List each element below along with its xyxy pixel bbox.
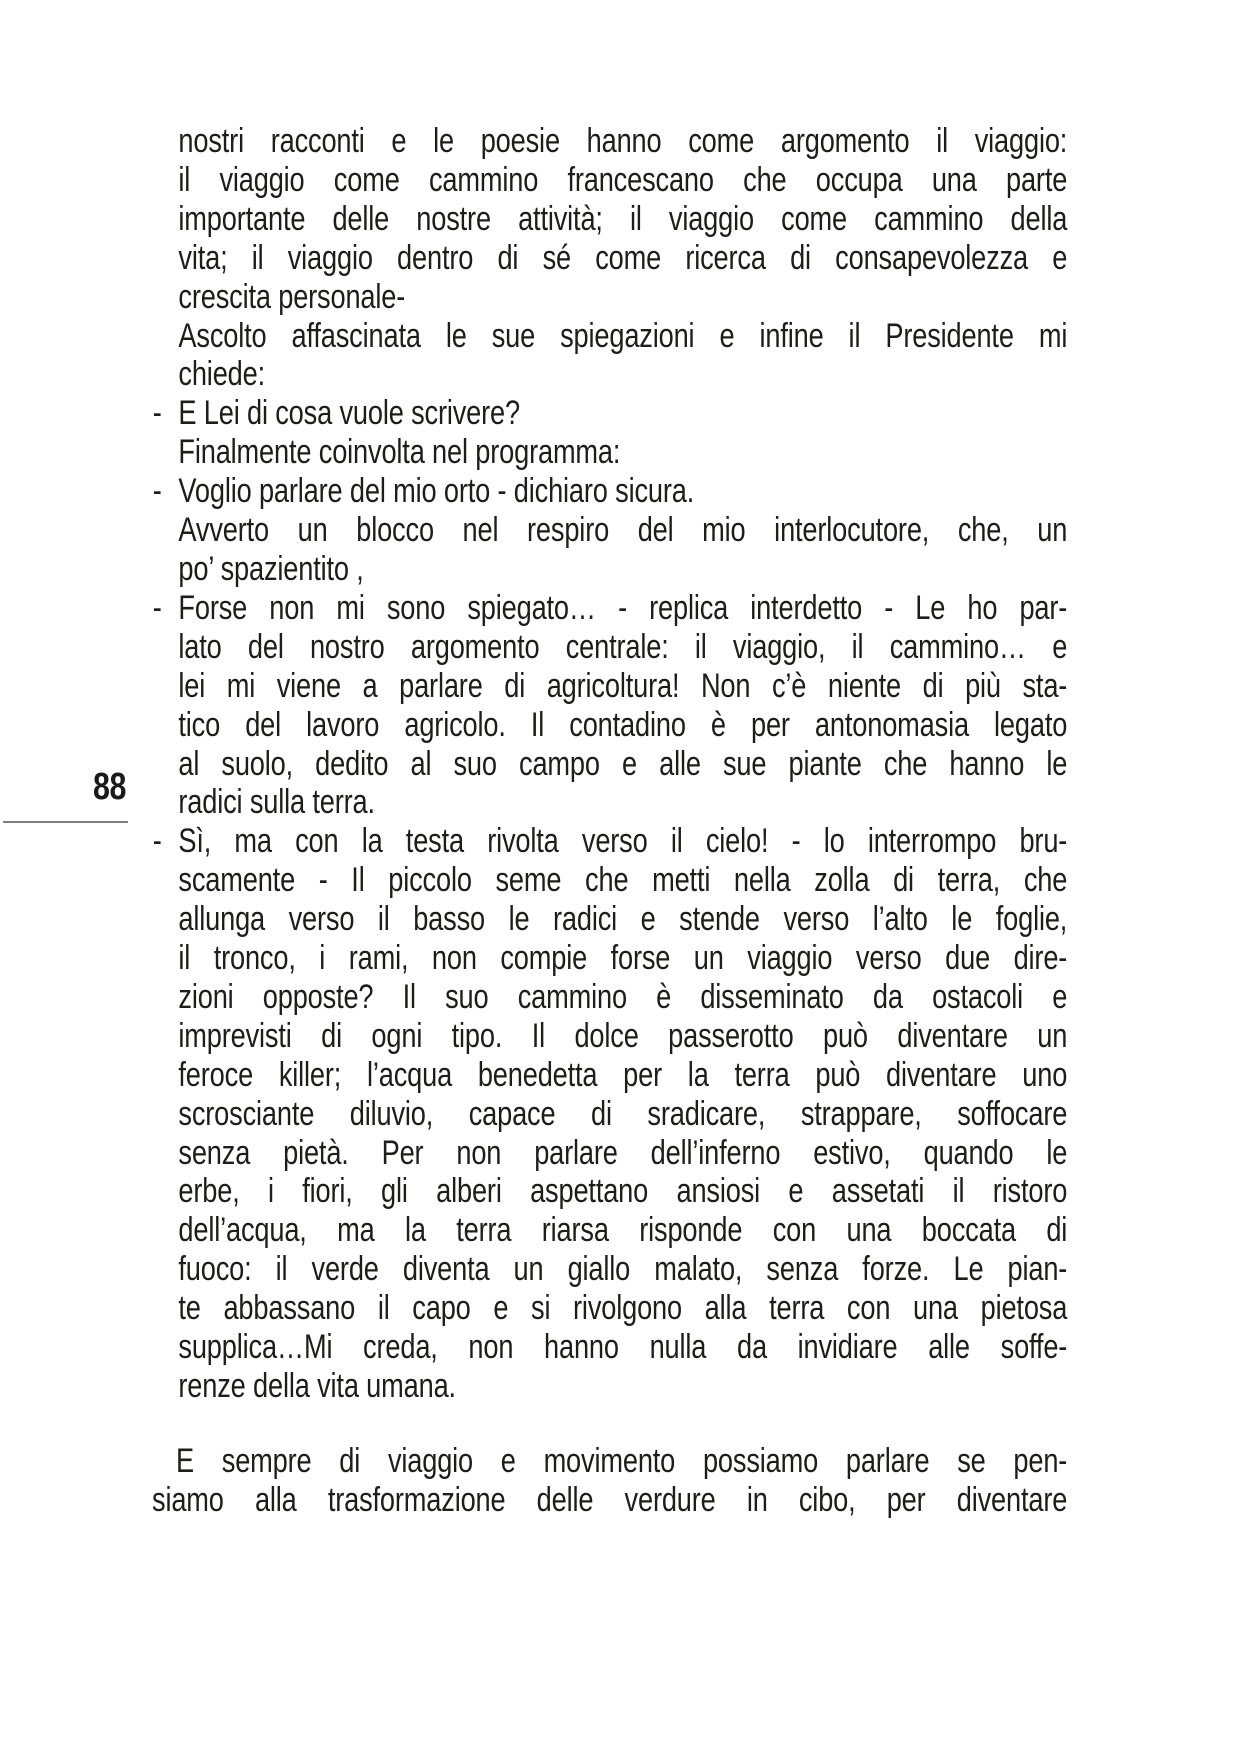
text-line: vita; il viaggio dentro di sé come ricerca di consapevolezza e	[178, 238, 1068, 277]
dialogue-block	[152, 394, 1067, 433]
text-line: fuoco: il verde diventa un giallo malato, senza forze. Le pian-	[178, 1250, 1068, 1289]
text-line: importante delle nostre attività; il viaggio come cammino della	[178, 199, 1068, 238]
dialogue-dash: -	[152, 822, 162, 861]
text-line: te abbassano il capo e si rivolgono alla terra con una pietosa	[178, 1289, 1068, 1328]
dialogue-block	[152, 472, 1067, 511]
text-line: - Sì, ma con la testa rivolta verso il cielo! - lo interrompo bru-	[152, 822, 1068, 861]
text-line: nostri racconti e le poesie hanno come argomento il viaggio:	[178, 122, 1068, 160]
text-line: crescita personale-	[178, 277, 406, 316]
page-number: 88	[93, 766, 127, 808]
text-block	[152, 122, 1067, 1520]
text-line: dell’acqua, ma la terra riarsa risponde con una boccata di	[178, 1211, 1068, 1250]
text-line: supplica…Mi creda, non hanno nulla da invidiare alle soffe-	[178, 1328, 1068, 1367]
paragraph-block	[152, 317, 1067, 395]
paragraph-block	[152, 511, 1067, 589]
text-line: siamo alla trasformazione delle verdure in cibo, per diventare	[152, 1480, 1068, 1519]
text-line: - Voglio parlare del mio orto - dichiaro sicura.	[152, 472, 695, 511]
text-line: imprevisti di ogni tipo. Il dolce passerotto può diventare un	[178, 1016, 1068, 1055]
text-line: erbe, i fiori, gli alberi aspettano ansiosi e assetati il ristoro	[178, 1172, 1068, 1211]
paragraph-block	[152, 433, 1067, 472]
text-line: scrosciante diluvio, capace di sradicare, strappare, soffocare	[178, 1094, 1068, 1133]
text-line: renze della vita umana.	[178, 1367, 456, 1405]
text-line: - Forse non mi sono spiegato… - replica interdetto - Le ho par-	[152, 588, 1068, 627]
text-line: feroce killer; l’acqua benedetta per la terra può diventare uno	[178, 1055, 1068, 1094]
paragraph-block	[152, 122, 1067, 317]
dialogue-block	[152, 589, 1067, 822]
page-number-rule	[3, 821, 128, 823]
dialogue-dash: -	[152, 472, 162, 511]
text-line: Ascolto affascinata le sue spiegazioni e infine il Presidente mi	[178, 316, 1068, 355]
text-line: radici sulla terra.	[178, 783, 375, 822]
dialogue-block	[152, 822, 1067, 1406]
text-line: allunga verso il basso le radici e stende verso l’alto le foglie,	[178, 900, 1068, 939]
text-line: il tronco, i rami, non compie forse un viaggio verso due dire-	[178, 939, 1068, 978]
text-line: tico del lavoro agricolo. Il contadino è per antonomasia legato	[178, 705, 1068, 744]
text-line: senza pietà. Per non parlare dell’inferno estivo, quando le	[178, 1133, 1068, 1172]
paragraph-block	[152, 1442, 1067, 1520]
text-line: - E Lei di cosa vuole scrivere?	[152, 394, 520, 433]
text-line: scamente - Il piccolo seme che metti nella zolla di terra, che	[178, 861, 1068, 900]
text-line: E sempre di viaggio e movimento possiamo parlare se pen-	[176, 1441, 1068, 1480]
text-line: al suolo, dedito al suo campo e alle sue piante che hanno le	[178, 744, 1068, 783]
text-line: zioni opposte? Il suo cammino è disseminato da ostacoli e	[178, 977, 1068, 1016]
text-line: lato del nostro argomento centrale: il viaggio, il cammino… e	[178, 627, 1068, 666]
text-line: po’ spazientito ,	[178, 549, 364, 588]
dialogue-dash: -	[152, 588, 162, 627]
text-line: Avverto un blocco nel respiro del mio interlocutore, che, un	[178, 511, 1068, 550]
dialogue-dash: -	[152, 394, 162, 433]
text-line: chiede:	[178, 355, 265, 394]
text-line: il viaggio come cammino francescano che occupa una parte	[178, 160, 1068, 199]
text-line: lei mi viene a parlare di agricoltura! Non c’è niente di più sta-	[178, 666, 1068, 705]
text-line: Finalmente coinvolta nel programma:	[178, 433, 621, 472]
